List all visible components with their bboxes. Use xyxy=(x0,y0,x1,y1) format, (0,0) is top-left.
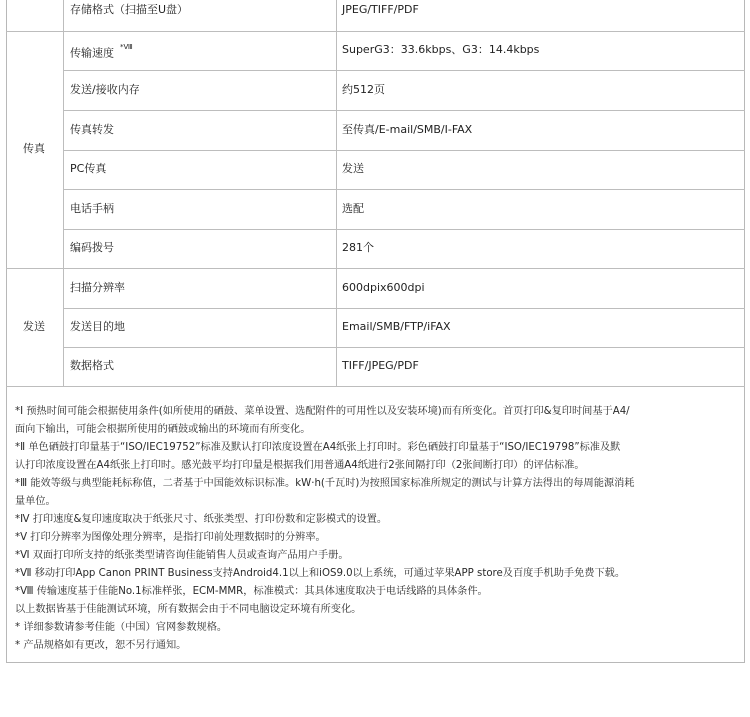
footnotes xyxy=(15,403,739,655)
row-divider xyxy=(63,189,745,190)
send-category: 发送 xyxy=(23,320,45,333)
send-destination-value: Email/SMB/FTP/iFAX xyxy=(342,320,451,333)
footnote-line: *Ⅰ 预热时间可能会根据使用条件(如所使用的硒鼓、菜单设置、选配附件的可用性以及安装环境)而有所变化。首页打印&复印时间基于A4/ xyxy=(15,406,630,417)
storage-format-value: JPEG/TIFF/PDF xyxy=(342,3,419,16)
footnote-line: *Ⅶ 移动打印App Canon PRINT Business支持Android4.1以上和iOS9.0以上系统，可通过苹果APP store及百度手机助手免费下载。 xyxy=(15,568,626,579)
pc-fax-label: PC传真 xyxy=(70,162,107,175)
transmission-speed-text: 传输速度 xyxy=(70,46,114,60)
footnote-line: 面向下输出，可能会根据所使用的硒鼓或输出的环境而有所变化。 xyxy=(15,424,311,435)
storage-format-label: 存储格式（扫描至U盘） xyxy=(70,3,189,16)
section-divider xyxy=(6,386,745,387)
memory-label: 发送/接收内存 xyxy=(70,83,140,96)
data-format-value: TIFF/JPEG/PDF xyxy=(342,359,419,372)
fax-category: 传真 xyxy=(23,142,45,155)
scan-resolution-value: 600dpix600dpi xyxy=(342,281,425,294)
footnote-line: *Ⅱ 单色硒鼓打印量基于“ISO/IEC19752”标准及默认打印浓度设置在A4纸张上打印时。彩色硒鼓打印量基于“ISO/IEC19798”标准及默 xyxy=(15,442,621,453)
footnote-line: *Ⅵ 双面打印所支持的纸张类型请咨询佳能销售人员或查询产品用户手册。 xyxy=(15,550,349,561)
transmission-speed-value: SuperG3：33.6kbps、G3：14.4kbps xyxy=(342,43,540,56)
footnote-line: 量单位。 xyxy=(15,496,56,507)
row-divider xyxy=(63,308,745,309)
coded-dial-value: 281个 xyxy=(342,241,374,254)
fax-forward-value: 至传真/E-mail/SMB/I-FAX xyxy=(342,123,473,136)
column-divider xyxy=(63,0,64,386)
row-divider xyxy=(6,31,745,32)
footnote-line: *Ⅳ 打印速度&复印速度取决于纸张尺寸、纸张类型、打印份数和定影模式的设置。 xyxy=(15,514,388,525)
coded-dial-label: 编码拨号 xyxy=(70,241,114,254)
footnote-line: 以上数据皆基于佳能测试环境，所有数据会由于不同电脑设定环境有所变化。 xyxy=(15,604,362,615)
handset-label: 电话手柄 xyxy=(70,202,114,215)
row-divider xyxy=(63,110,745,111)
footnote-line: *Ⅴ 打印分辨率为图像处理分辨率，是指打印前处理数据时的分辨率。 xyxy=(15,532,326,543)
footnote-line: * 产品规格如有更改，恕不另行通知。 xyxy=(15,640,187,651)
footnote-line: 认打印浓度设置在A4纸张上打印时。感光鼓平均打印量是根据我们用普通A4纸进行2张间隔打印（2张间断打印）的评估标准。 xyxy=(15,460,585,471)
footnote-line: *Ⅷ 传输速度基于佳能No.1标准样张，ECM-MMR，标准模式：其具体速度取决于电话线路的具体条件。 xyxy=(15,586,488,597)
pc-fax-value: 发送 xyxy=(342,162,364,175)
data-format-label: 数据格式 xyxy=(70,359,114,372)
column-divider xyxy=(336,0,337,386)
scan-resolution-label: 扫描分辨率 xyxy=(70,281,125,294)
fax-forward-label: 传真转发 xyxy=(70,123,114,136)
footnote-mark: *Ⅷ xyxy=(120,43,133,51)
section-divider xyxy=(6,268,745,269)
send-destination-label: 发送目的地 xyxy=(70,320,125,333)
memory-value: 约512页 xyxy=(342,83,385,96)
row-divider xyxy=(63,70,745,71)
transmission-speed-label xyxy=(70,43,133,61)
handset-value: 选配 xyxy=(342,202,364,215)
footnote-line: *Ⅲ 能效等级与典型能耗标称值，二者基于中国能效标识标准。kW·h(千瓦时)为按照国家标准所规定的测试与计算方法得出的每周能源消耗 xyxy=(15,478,635,489)
row-divider xyxy=(63,150,745,151)
footnote-line: * 详细参数请参考佳能（中国）官网参数规格。 xyxy=(15,622,228,633)
row-divider xyxy=(63,229,745,230)
row-divider xyxy=(63,347,745,348)
